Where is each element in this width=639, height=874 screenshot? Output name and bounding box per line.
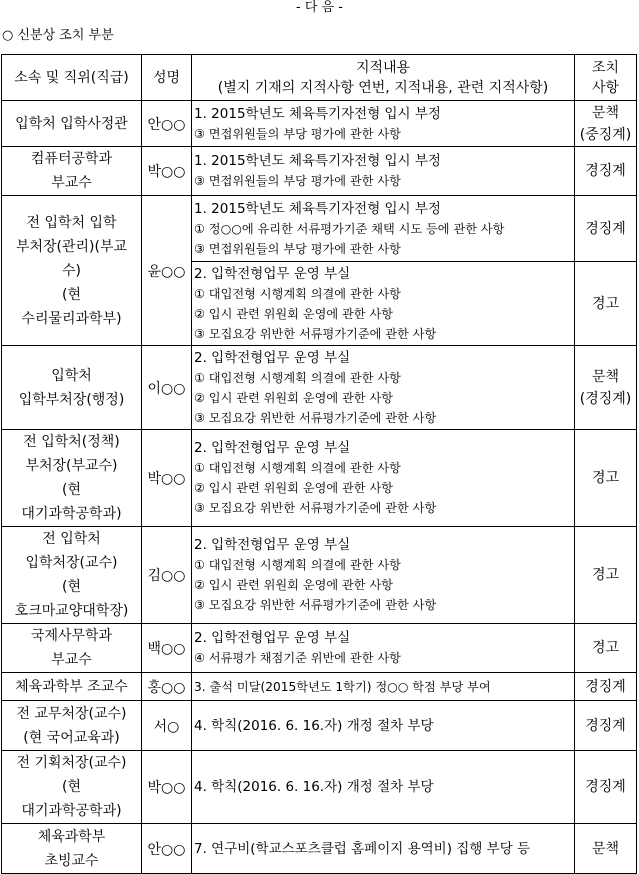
table-row [2, 346, 637, 430]
detail-item: 2. 입학전형업무 운영 부실 [194, 630, 351, 646]
detail-cell [192, 751, 575, 824]
org-cell [2, 430, 142, 527]
detail-subitem: ② 입시 관련 위원회 운영에 관한 사항 [194, 306, 393, 321]
org-line: (현 [62, 579, 81, 595]
org-line: (현 [62, 779, 81, 795]
org-cell [2, 624, 142, 673]
org-line: 대기과학공학과) [21, 803, 122, 819]
org-line: 입학처 입학사정관 [15, 115, 128, 132]
action-line: (중징계) [579, 126, 632, 143]
org-cell [2, 527, 142, 624]
detail-subitem: ③ 모집요강 위반한 서류평가기준에 관한 사항 [194, 410, 437, 425]
detail-item: 2. 입학전형업무 운영 부실 [194, 440, 351, 456]
detail-cell [192, 262, 575, 346]
name-cell: 박○○ [142, 751, 192, 824]
name-cell: 백○○ [142, 624, 192, 673]
action-cell [575, 673, 637, 701]
org-cell [2, 673, 142, 701]
org-line: 부처장(부교수) [25, 458, 118, 474]
name-cell: 안○○ [142, 824, 192, 874]
table-row [2, 751, 637, 824]
org-line: 체육과학부 조교수 [15, 678, 128, 695]
action-line: 경징계 [585, 717, 626, 734]
table-row [2, 701, 637, 751]
org-line: 부교수 [51, 175, 92, 191]
action-line: 문책 [591, 368, 620, 385]
detail-subitem: ① 대입전형 시행계획 의결에 관한 사항 [194, 461, 401, 475]
action-cell [575, 701, 637, 751]
header-detail-subtitle: (별지 기재의 지적사항 연번, 지적내용, 관련 지적사항) [217, 79, 549, 96]
detail-item: 4. 학칙(2016. 6. 16.자) 개정 절차 부당 [194, 779, 434, 795]
detail-subitem: ③ 면접위원들의 부당 평가에 관한 사항 [194, 126, 401, 141]
detail-cell [192, 430, 575, 527]
detail-item: 1. 2015학년도 체육특기자전형 입시 부정 [194, 105, 441, 122]
org-line: (현 국어교육과) [23, 729, 120, 746]
detail-subitem: ④ 서류평가 채점기준 위반에 관한 사항 [194, 651, 401, 665]
detail-subitem: ② 입시 관련 위원회 운영에 관한 사항 [194, 481, 393, 495]
action-cell [575, 527, 637, 624]
action-cell [575, 430, 637, 527]
action-line: 경징계 [585, 779, 626, 795]
org-line: 대기과학공학과) [21, 506, 122, 522]
org-line: 전 입학처(정책) [23, 434, 120, 450]
header-detail [192, 55, 575, 101]
action-line: 경고 [591, 470, 620, 486]
section-title: ○ 신분상 조치 부분 [2, 28, 114, 43]
header-detail-title: 지적내용 [355, 59, 411, 76]
action-line: 문책 [591, 104, 620, 121]
name-cell: 윤○○ [142, 196, 192, 346]
org-cell [2, 147, 142, 196]
header-action [575, 55, 637, 101]
name-cell: 박○○ [142, 147, 192, 196]
action-line: 경징계 [585, 163, 626, 179]
name-cell: 홍○○ [142, 673, 192, 701]
org-line: 초빙교수 [44, 852, 99, 869]
document-heading: - 다 음 - [296, 0, 343, 15]
org-line: 수) [62, 262, 81, 279]
action-line: 경징계 [585, 678, 626, 695]
table-row [2, 527, 637, 624]
org-line: 전 기획처장(교수) [16, 755, 127, 771]
detail-cell [192, 527, 575, 624]
header-action-line1: 조치 [591, 59, 620, 76]
detail-cell [192, 101, 575, 147]
table-row [2, 101, 637, 147]
action-line: (경징계) [579, 390, 632, 407]
org-line: 컴퓨터공학과 [30, 151, 113, 167]
header-org: 소속 및 직위(직급) [2, 55, 142, 101]
detail-item: 7. 연구비(학교스포츠클럽 홈페이지 용역비) 집행 부당 등 [194, 840, 531, 857]
org-cell [2, 751, 142, 824]
action-line: 경고 [591, 640, 620, 656]
table-row [2, 824, 637, 874]
action-cell [575, 262, 637, 346]
detail-cell [192, 147, 575, 196]
action-cell [575, 824, 637, 874]
action-cell [575, 624, 637, 673]
org-line: 호크마교양대학장) [14, 603, 129, 619]
header-action-line2: 사항 [591, 79, 620, 96]
org-line: (현 [62, 482, 81, 498]
detail-subitem: ③ 면접위원들의 부당 평가에 관한 사항 [194, 241, 401, 256]
detail-item: 2. 입학전형업무 운영 부실 [194, 537, 351, 553]
org-line: 체육과학부 [37, 828, 106, 845]
name-cell: 서○ [142, 701, 192, 751]
detail-item: 2. 입학전형업무 운영 부실 [194, 349, 351, 366]
detail-subitem: ③ 면접위원들의 부당 평가에 관한 사항 [194, 174, 401, 188]
detail-cell [192, 346, 575, 430]
action-cell [575, 147, 637, 196]
detail-item: 2. 입학전형업무 운영 부실 [194, 265, 351, 282]
name-cell: 이○○ [142, 346, 192, 430]
detail-subitem: ③ 모집요강 위반한 서류평가기준에 관한 사항 [194, 326, 437, 341]
org-cell [2, 824, 142, 874]
org-line: 국제사무학과 [30, 628, 113, 644]
detail-cell [192, 196, 575, 262]
detail-item: 3. 출석 미달(2015학년도 1학기) 정○○ 학점 부당 부여 [194, 679, 491, 694]
org-line: 부처장(관리)(부교 [15, 238, 128, 255]
name-cell: 김○○ [142, 527, 192, 624]
table-row [2, 673, 637, 701]
org-cell [2, 346, 142, 430]
detail-cell [192, 673, 575, 701]
header-name: 성명 [142, 55, 192, 101]
action-cell [575, 751, 637, 824]
table-row [2, 430, 637, 527]
detail-cell [192, 624, 575, 673]
detail-subitem: ① 대입전형 시행계획 의결에 관한 사항 [194, 286, 401, 301]
org-line: 전 입학처 [42, 531, 101, 547]
action-line: 경고 [591, 295, 620, 312]
detail-subitem: ② 입시 관련 위원회 운영에 관한 사항 [194, 578, 393, 592]
table-row [2, 624, 637, 673]
detail-subitem: ① 대입전형 시행계획 의결에 관한 사항 [194, 370, 401, 385]
detail-item: 1. 2015학년도 체육특기자전형 입시 부정 [194, 200, 441, 217]
name-cell: 박○○ [142, 430, 192, 527]
detail-subitem: ③ 모집요강 위반한 서류평가기준에 관한 사항 [194, 501, 437, 515]
org-cell [2, 701, 142, 751]
org-line: 입학처 [51, 367, 92, 384]
name-cell: 안○○ [142, 101, 192, 147]
org-cell [2, 196, 142, 346]
action-cell [575, 101, 637, 147]
detail-item: 4. 학칙(2016. 6. 16.자) 개정 절차 부당 [194, 717, 434, 734]
table-row [2, 147, 637, 196]
org-line: 부교수 [51, 652, 92, 668]
table-row [2, 196, 637, 262]
action-cell [575, 346, 637, 430]
table-header-row [2, 55, 637, 101]
org-cell [2, 101, 142, 147]
org-line: 수리물리과학부) [21, 310, 122, 327]
org-line: (현 [62, 286, 81, 303]
action-line: 경징계 [585, 220, 626, 237]
action-line: 경고 [591, 567, 620, 583]
detail-subitem: ① 정○○에 유리한 서류평가기준 채택 시도 등에 관한 사항 [194, 221, 505, 236]
detail-subitem: ② 입시 관련 위원회 운영에 관한 사항 [194, 390, 393, 405]
action-line: 문책 [591, 840, 620, 857]
org-line: 전 입학처 입학 [26, 214, 117, 231]
org-line: 입학부처장(행정) [18, 391, 125, 408]
detail-cell [192, 824, 575, 874]
action-cell [575, 196, 637, 262]
sanction-table [1, 54, 637, 874]
org-line: 입학처장(교수) [25, 555, 118, 571]
detail-item: 1. 2015학년도 체육특기자전형 입시 부정 [194, 153, 441, 169]
detail-cell [192, 701, 575, 751]
detail-subitem: ③ 모집요강 위반한 서류평가기준에 관한 사항 [194, 598, 437, 612]
org-line: 전 교무처장(교수) [16, 705, 127, 722]
detail-subitem: ① 대입전형 시행계획 의결에 관한 사항 [194, 558, 401, 572]
